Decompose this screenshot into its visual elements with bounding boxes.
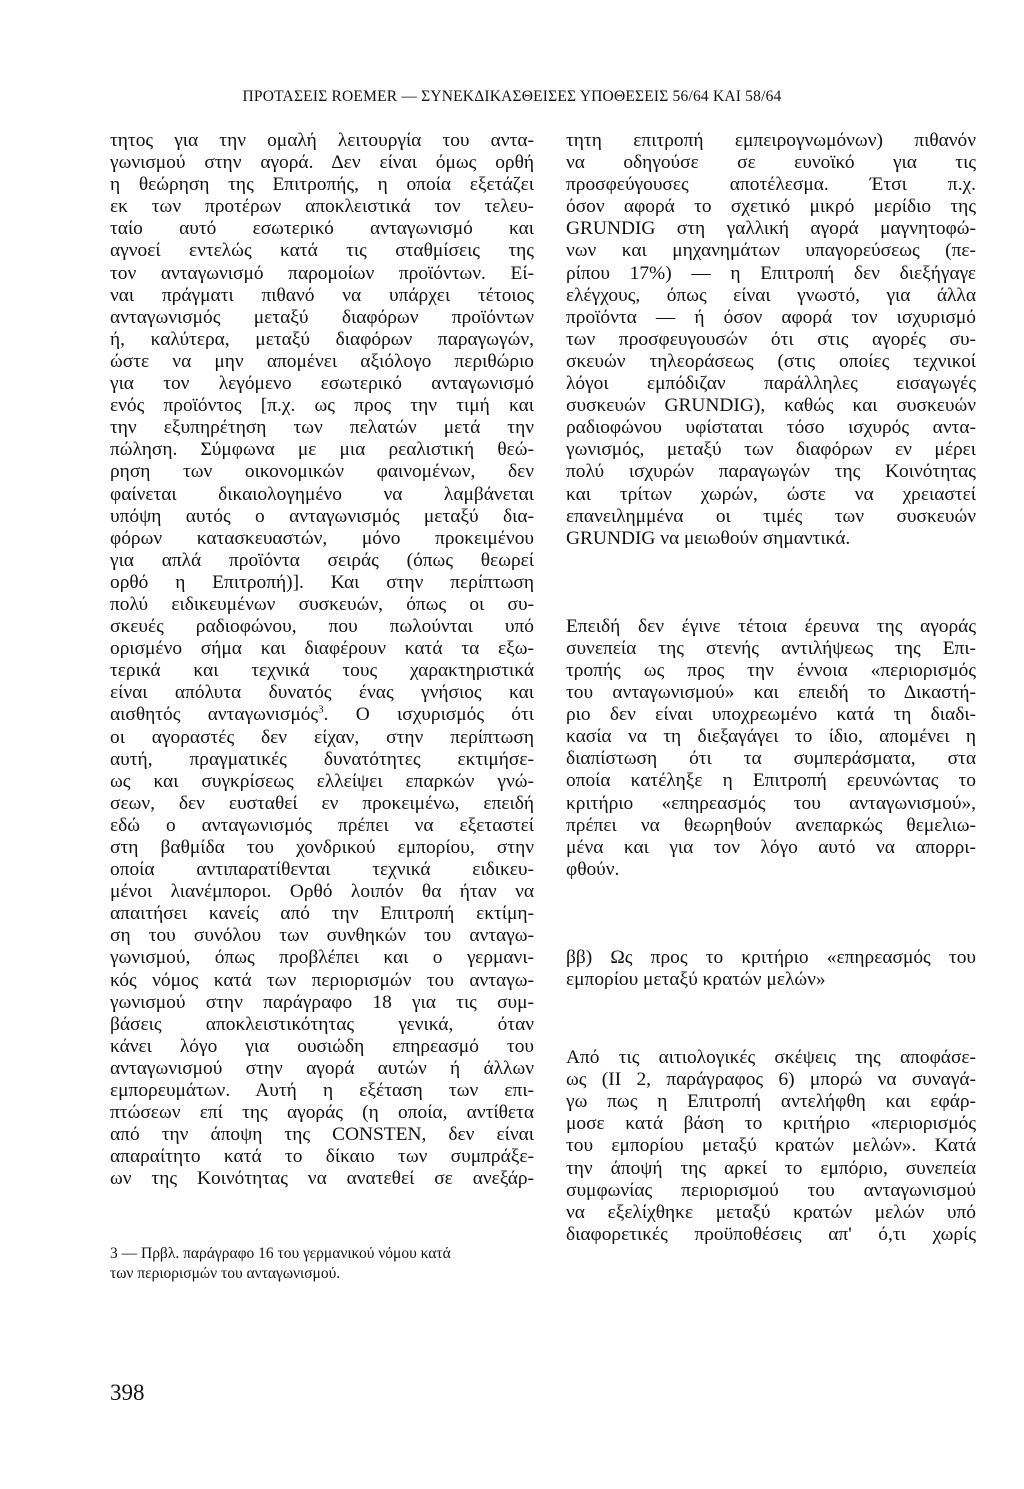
text-line: ραδιοφώνου υφίσταται τόσο ισχυρός αντα- [566,417,976,439]
text-line: κριτήριο «επηρεασμός του ανταγωνισμού», [566,792,976,814]
text-line: ων της Κοινότητας να ανατεθεί σε ανεξάρ- [110,1168,534,1190]
text-line: του εμπορίου μεταξύ κρατών μελών». Κατά [566,1135,976,1157]
text-line: GRUNDIG στη γαλλική αγορά μαγνητοφώ- [566,218,976,240]
text-line: ση του συνόλου των συνθηκών του ανταγω- [110,925,534,947]
page-number: 398 [110,1380,145,1405]
text-line: προϊόντα — ή όσον αφορά τον ισχυρισμό [566,306,976,328]
text-line: ελέγχους, όπως είναι γνωστό, για άλλα [566,284,976,306]
text-line: ενός προϊόντος [π.χ. ως προς την τιμή και [110,395,534,417]
text-line: γωνισμού στην παράγραφο 18 για τις συμ- [110,991,534,1013]
text-line: οποία αντιπαρατίθενται τεχνικά ειδικευ- [110,859,534,881]
text-line: κάνει λόγο για ουσιώδη επηρεασμό του [110,1035,534,1057]
text-line: οποία κατέληξε η Επιτροπή ερευνώντας το [566,770,976,792]
text-line: αγνοεί εντελώς κατά τις σταθμίσεις της [110,240,534,262]
text-line: και τρίτων χωρών, ώστε να χρειαστεί [566,483,976,505]
text-line: φόρων κατασκευαστών, μόνο προκειμένου [110,527,534,549]
text-line: πολύ ισχυρών παραγωγών της Κοινότητας [566,461,976,483]
text-line: ως και συγκρίσεως ελλείψει επαρκών γνώ- [110,770,534,792]
text-line: γωνισμός, μεταξύ των διαφόρων εν μέρει [566,439,976,461]
text-line: μένα και για τον λόγο αυτό να απορρι- [566,836,976,858]
text-line: Από τις αιτιολογικές σκέψεις της αποφάσε- [566,1047,976,1069]
text-line: γωνισμού στην αγορά. Δεν είναι όμως ορθή [110,152,534,174]
text-line: υπόψη αυτός ο ανταγωνισμός μεταξύ δια- [110,505,534,527]
text-line: σκευές ραδιοφώνου, που πωλούνται υπό [110,616,534,638]
text-line: τητη επιτροπή εμπειρογνωμόνων) πιθανόν [566,130,976,151]
text-line: εμπορευμάτων. Αυτή η εξέταση των επι- [110,1080,534,1102]
right-paragraph-1 [566,130,976,550]
text-line: πρέπει να θεωρηθούν ανεπαρκώς θεμελιω- [566,814,976,836]
text-line: όσον αφορά το σχετικό μικρό μερίδιο της [566,196,976,218]
text-line: τερικά και τεχνικά τους χαρακτηριστικά [110,660,534,682]
running-header: ΠΡΟΤΑΣΕΙΣ ROEMER — ΣΥΝΕΚΔΙΚΑΣΘΕΙΣΕΣ ΥΠΟΘΕΣΕΙΣ 56/64 ΚΑΙ 58/64 [242,88,782,105]
text-line: γωνισμού, όπως προβλέπει και ο γερμανι- [110,947,534,969]
text-line: απαραίτητο κατά το δίκαιο των συμπράξε- [110,1146,534,1168]
footnote-line: των περιορισμών του ανταγωνισμού. [110,1265,341,1282]
paragraph-gap [566,991,976,1047]
text-line: κασία να τη διεξαγάγει το ίδιο, απομένει η [566,726,976,748]
text-line: Επειδή δεν έγινε τέτοια έρευνα της αγοράς [566,615,976,637]
text-line: διαφορετικές προϋποθέσεις απ' ό,τι χωρίς [566,1223,976,1245]
text-fragment: αισθητός ανταγωνισμός [110,704,319,726]
text-line: ριο δεν είναι υποχρεωμένο κατά τη διαδι- [566,704,976,726]
text-line: τητος για την ομαλή λειτουργία του αντα- [110,130,534,151]
text-line: είναι απόλυτα δυνατός ένας γνήσιος και [110,682,534,704]
paragraph-gap [566,881,976,947]
footnote [110,1244,534,1284]
text-line: την άποψή της αρκεί το εμπόριο, συνεπεία [566,1157,976,1179]
text-line: πώληση. Σύμφωνα με μια ρεαλιστική θεώ- [110,439,534,461]
text-line: ταίο αυτό εσωτερικό ανταγωνισμό και [110,218,534,240]
text-line: ρίπου 17%) — η Επιτροπή δεν διεξήγαγε [566,262,976,284]
text-line: να εξελίχθηκε μεταξύ κρατών μελών υπό [566,1201,976,1223]
text-line: εκ των προτέρων αποκλειστικά τον τελευ- [110,196,534,218]
text-line: στη βαθμίδα του χονδρικού εμπορίου, στην [110,837,534,858]
text-line: φθούν. [566,858,620,880]
footnote-line: 3 — Πρβλ. παράγραφο 16 του γερμανικού νόμου κατά [110,1245,451,1262]
section-heading [566,947,976,991]
text-line: να οδηγούσε σε ευνοϊκό για τις [566,152,976,174]
text-line: ορισμένο σήμα και διαφέρουν κατά τα εξω- [110,638,534,660]
text-line: η θεώρηση της Επιτροπής, η οποία εξετάζει [110,174,534,196]
text-line: ή, καλύτερα, μεταξύ διαφόρων παραγωγών, [110,328,534,350]
paragraph-gap [566,550,976,594]
text-line: ορθό η Επιτροπή)]. Και στην περίπτωση [110,571,534,593]
footnote-marker: 3 [318,703,324,716]
text-line: φαίνεται δικαιολογημένο να λαμβάνεται [110,483,534,505]
text-fragment: . Ο ισχυρισμός ότι [323,704,534,726]
text-line: ανταγωνισμός μεταξύ διαφόρων προϊόντων [110,306,534,328]
text-line: για τον λεγόμενο εσωτερικό ανταγωνισμό [110,373,534,395]
text-line: ανταγωνισμού στην αγορά αυτών ή άλλων [110,1057,534,1079]
text-line: σεων, δεν ευσταθεί εν προκειμένω, επειδή [110,792,534,814]
text-line: νων και μηχανημάτων υπαγορεύσεως (πε- [566,240,976,262]
text-line: τον ανταγωνισμό παρομοίων προϊόντων. Εί- [110,262,534,284]
right-paragraph-2 [566,616,976,881]
text-line: μένοι λιανέμποροι. Ορθό λοιπόν θα ήταν να [110,881,534,903]
text-line: για απλά προϊόντα σειράς (όπως θεωρεί [110,549,534,571]
text-line: λόγοι εμπόδιζαν παράλληλες εισαγωγές [566,373,976,395]
right-paragraph-3 [566,1047,976,1246]
text-line: ναι πράγματι πιθανό να υπάρχει τέτοιος [110,284,534,306]
text-line: οι αγοραστές δεν είχαν, στην περίπτωση [110,726,534,748]
text-line: σκευών τηλεοράσεως (στις οποίες τεχνικοί [566,350,976,372]
left-paragraph [110,130,534,1191]
text-line: κός νόμος κατά των περιορισμών του ανταγω- [110,969,534,991]
text-line: ως (ΙΙ 2, παράγραφος 6) μπορώ να συναγά- [566,1069,976,1091]
text-line: τροπής ως προς την έννοια «περιορισμός [566,659,976,681]
text-line: ρηση των οικονομικών φαινομένων, δεν [110,461,534,483]
text-line: απαιτήσει κανείς από την Επιτροπή εκτίμη- [110,903,534,925]
text-line: των προσφευγουσών ότι στις αγορές συ- [566,328,976,350]
text-line: προσφεύγουσες αποτέλεσμα. Έτσι π.χ. [566,174,976,196]
text-line: βάσεις αποκλειστικότητας γενικά, όταν [110,1013,534,1035]
text-line: αυτή, πραγματικές δυνατότητες εκτιμήσε- [110,748,534,770]
paragraph-gap [566,594,976,616]
text-line: την εξυπηρέτηση των πελατών μετά την [110,417,534,439]
text-line: μοσε κατά βάση το κριτήριο «περιορισμός [566,1113,976,1135]
text-line [110,704,534,726]
text-line: ββ) Ως προς το κριτήριο «επηρεασμός του [566,946,976,968]
text-line: γω πως η Επιτροπή αντελήφθη και εφάρ- [566,1091,976,1113]
right-column [566,130,976,1246]
text-line: επανειλημμένα οι τιμές των συσκευών [566,505,976,527]
text-line: πολύ ειδικευμένων συσκευών, όπως οι συ- [110,593,534,615]
text-line: συμφωνίας περιορισμού του ανταγωνισμού [566,1179,976,1201]
text-line: εμπορίου μεταξύ κρατών μελών» [566,969,826,990]
text-line: GRUNDIG να μειωθούν σημαντικά. [566,527,851,549]
text-line: διαπίστωση ότι τα συμπεράσματα, στα [566,748,976,770]
left-column [110,130,534,1191]
text-line: από την άποψη της CONSTEN, δεν είναι [110,1124,534,1146]
text-line: ώστε να μην απομένει αξιόλογο περιθώριο [110,350,534,372]
text-line: εδώ ο ανταγωνισμός πρέπει να εξεταστεί [110,814,534,836]
text-line: του ανταγωνισμού» και επειδή το Δικαστή- [566,682,976,704]
text-line: συσκευών GRUNDIG), καθώς και συσκευών [566,395,976,417]
text-line: συνεπεία της στενής αντιλήψεως της Επι- [566,637,976,659]
text-line: πτώσεων επί της αγοράς (η οποία, αντίθετα [110,1102,534,1124]
